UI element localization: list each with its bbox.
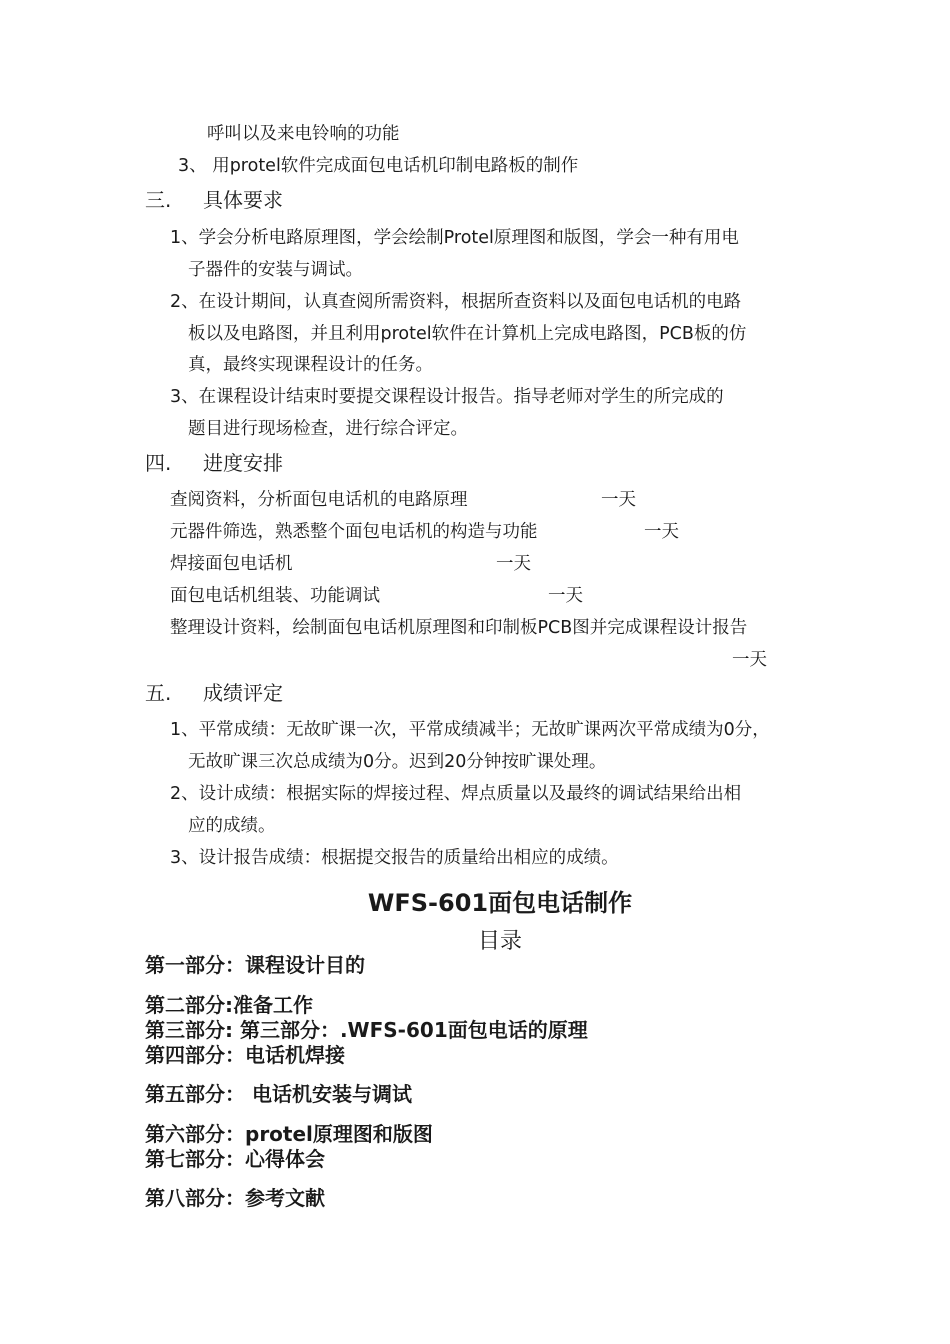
toc-entry: 第三部分: 第三部分：.WFS-601面包电话的原理 (145, 1018, 588, 1042)
schedule-duration: 一天 (548, 586, 583, 606)
grading-line: 无故旷课三次总成绩为0分。迟到20分钟按旷课处理。 (188, 752, 607, 772)
schedule-task: 焊接面包电话机 (170, 554, 293, 574)
section-number: 五. (145, 681, 172, 705)
toc-entry: 第二部分:准备工作 (145, 993, 313, 1017)
requirement-line: 3、在课程设计结束时要提交课程设计报告。指导老师对学生的所完成的 (170, 387, 724, 407)
list-item-3: 3、 用protel软件完成面包电话机印制电路板的制作 (178, 156, 579, 176)
document-title: WFS-601面包电话制作 (367, 889, 633, 917)
schedule-task: 元器件筛选，熟悉整个面包电话机的构造与功能 (170, 522, 538, 542)
schedule-task: 面包电话机组装、功能调试 (170, 586, 380, 606)
section-heading-5 (145, 679, 283, 707)
section-title: 具体要求 (203, 188, 283, 212)
schedule-duration: 一天 (732, 650, 767, 670)
section-title: 成绩评定 (203, 681, 283, 705)
schedule-task: 整理设计资料，绘制面包电话机原理图和印制板PCB图并完成课程设计报告 (170, 618, 748, 638)
section-number: 三. (145, 188, 172, 212)
grading-line: 1、平常成绩：无故旷课一次，平常成绩减半；无故旷课两次平常成绩为0分， (170, 720, 770, 740)
toc-entry: 第七部分：心得体会 (145, 1147, 325, 1171)
requirement-line: 2、在设计期间，认真查阅所需资料，根据所查资料以及面包电话机的电路 (170, 292, 742, 312)
toc-entry: 第一部分：课程设计目的 (145, 953, 365, 977)
section-number: 四. (145, 451, 172, 475)
schedule-duration: 一天 (601, 490, 636, 510)
toc-entry: 第六部分：protel原理图和版图 (145, 1122, 433, 1146)
section-heading-4 (145, 449, 283, 477)
toc-entry: 第五部分： 电话机安装与调试 (145, 1082, 412, 1106)
toc-heading: 目录 (477, 929, 522, 954)
toc-entry: 第四部分：电话机焊接 (145, 1043, 345, 1067)
requirement-line: 子器件的安装与调试。 (188, 260, 363, 280)
requirement-line: 1、学会分析电路原理图，学会绘制Protel原理图和版图，学会一种有用电 (170, 228, 739, 248)
schedule-task: 查阅资料，分析面包电话机的电路原理 (170, 490, 468, 510)
grading-line: 3、设计报告成绩：根据提交报告的质量给出相应的成绩。 (170, 848, 619, 868)
list-continuation-text: 呼叫以及来电铃响的功能 (207, 124, 400, 144)
schedule-duration: 一天 (644, 522, 679, 542)
grading-line: 应的成绩。 (188, 816, 276, 836)
requirement-line: 板以及电路图，并且利用protel软件在计算机上完成电路图，PCB板的仿 (188, 324, 747, 344)
grading-line: 2、设计成绩：根据实际的焊接过程、焊点质量以及最终的调试结果给出相 (170, 784, 742, 804)
requirement-line: 真，最终实现课程设计的任务。 (188, 355, 433, 375)
schedule-duration: 一天 (496, 554, 531, 574)
section-heading-3 (145, 186, 283, 214)
requirement-line: 题目进行现场检查，进行综合评定。 (188, 419, 468, 439)
toc-entry: 第八部分：参考文献 (145, 1186, 325, 1210)
section-title: 进度安排 (203, 451, 283, 475)
